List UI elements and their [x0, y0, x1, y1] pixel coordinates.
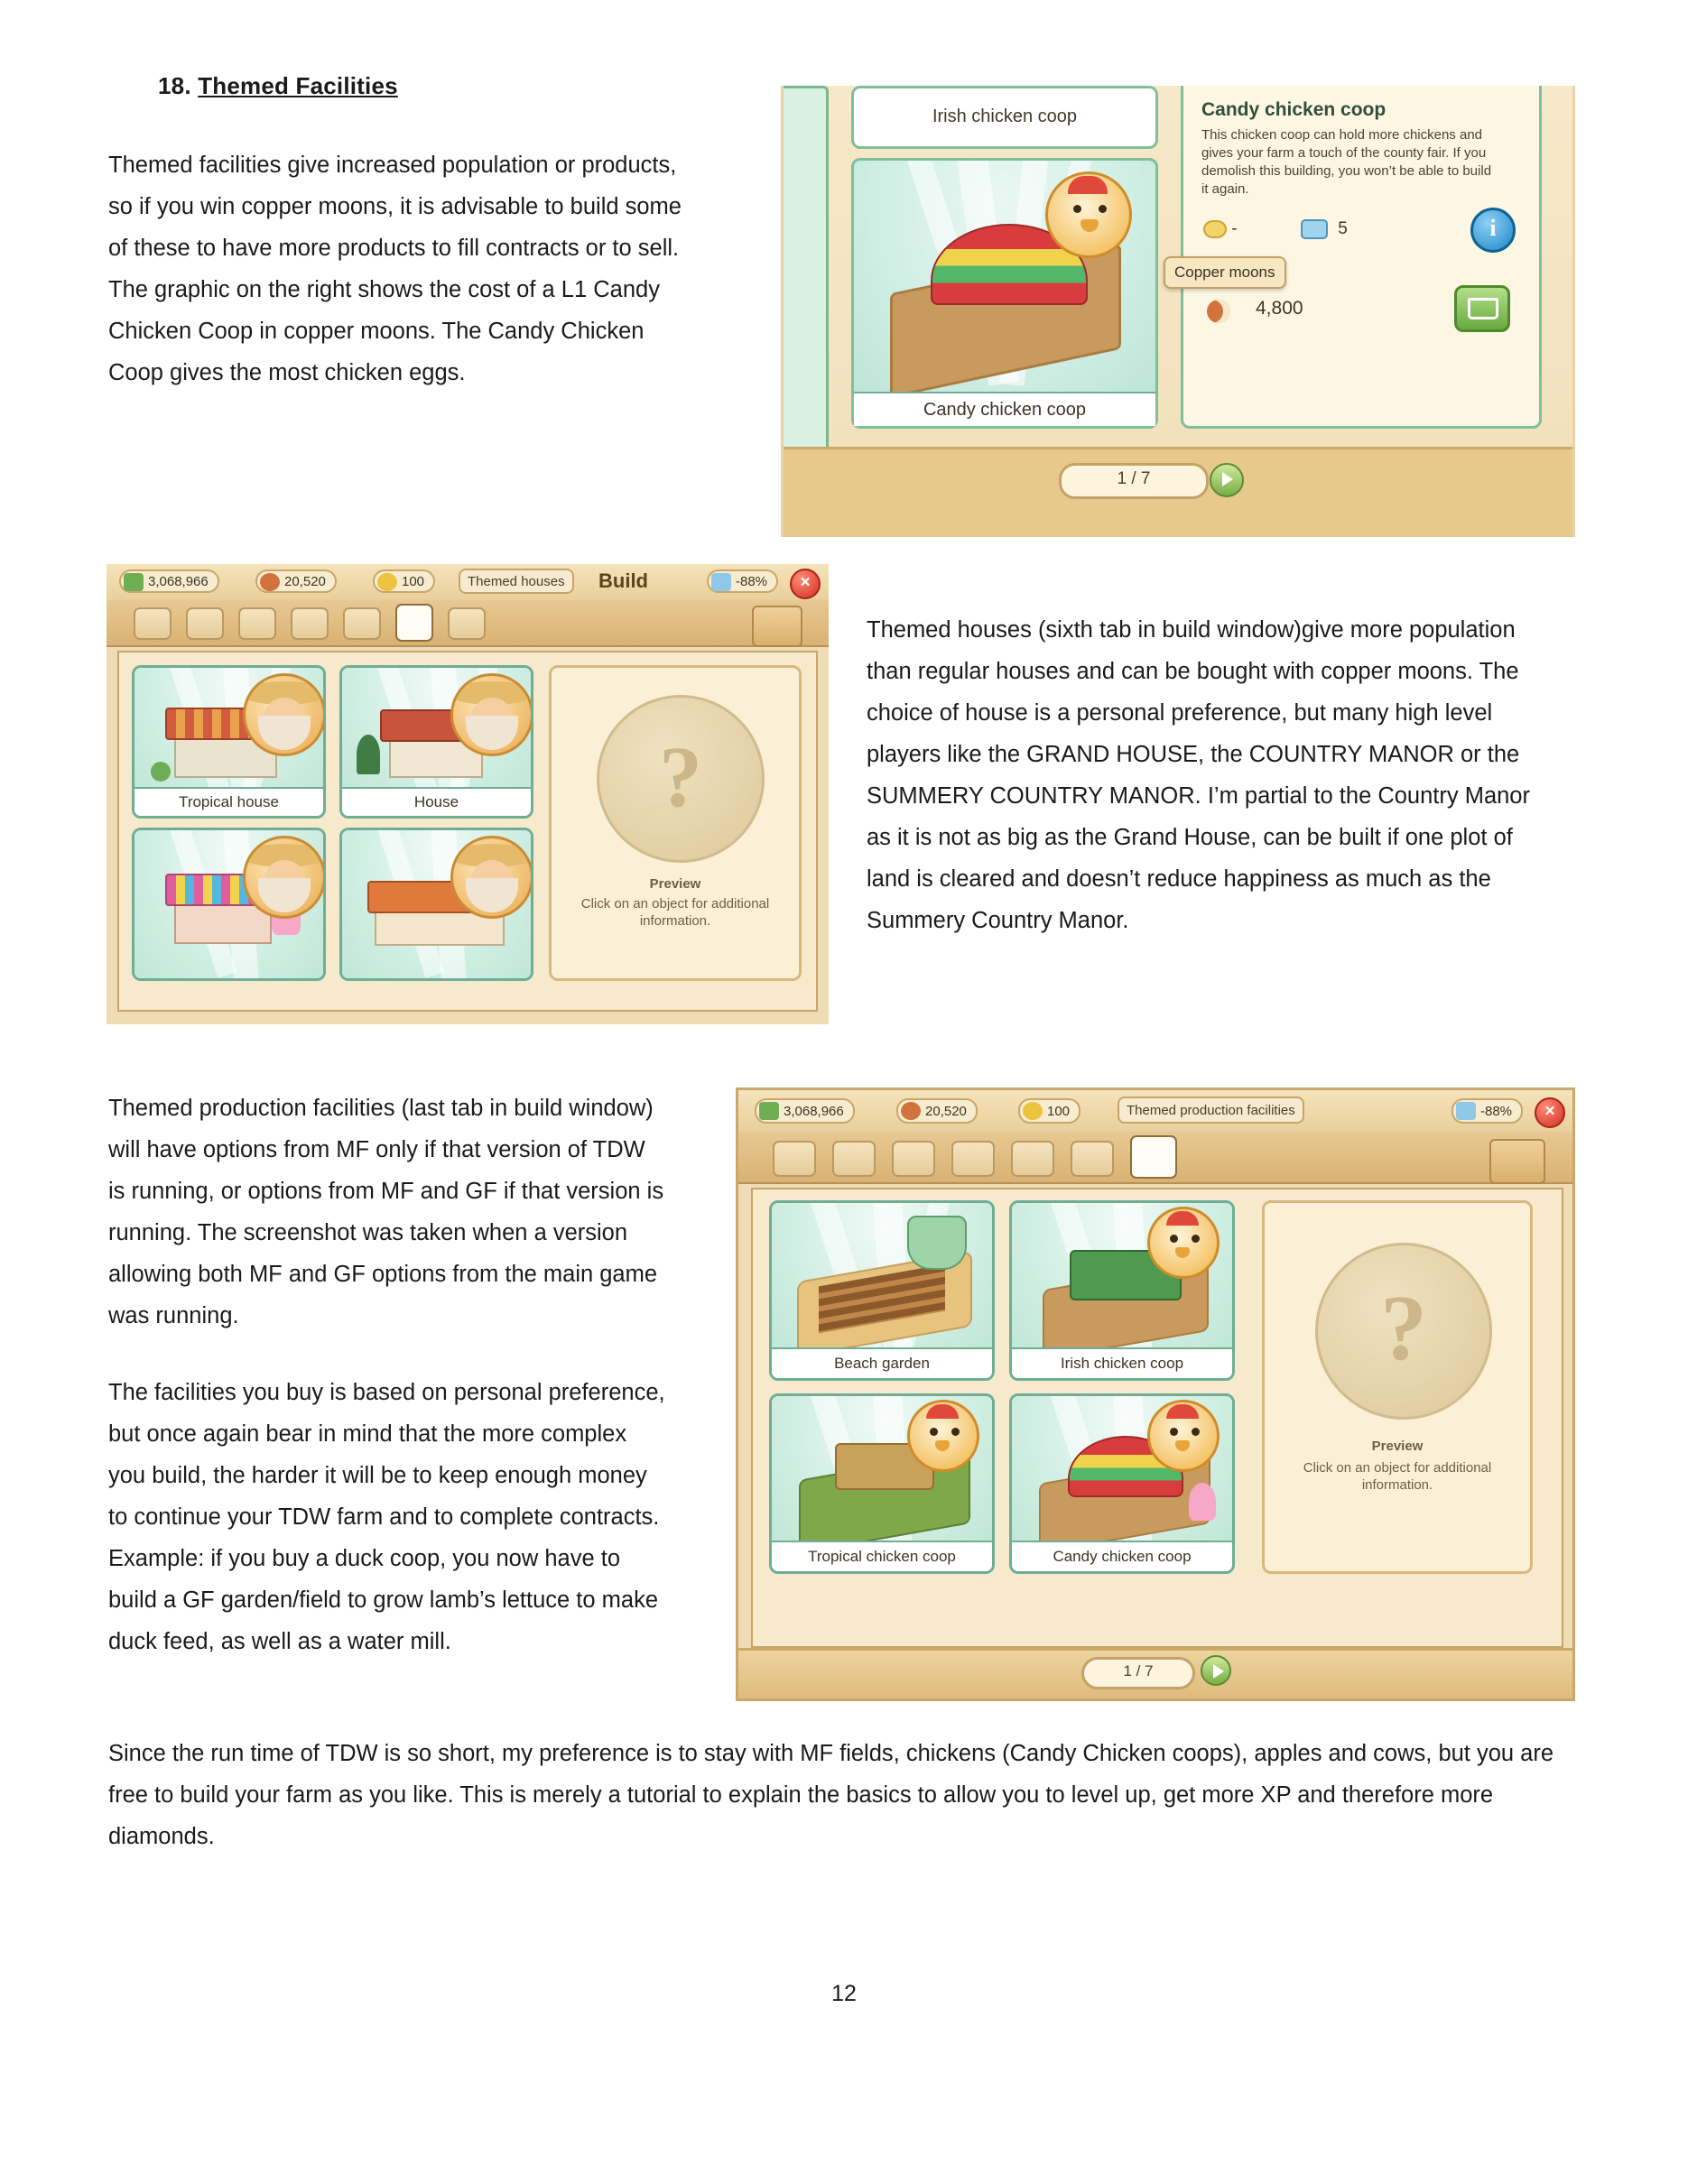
chicken-icon [907, 1400, 979, 1472]
copper-moon-icon [901, 1102, 921, 1120]
tab-storage[interactable] [343, 607, 381, 640]
item-thumbnail [772, 1203, 992, 1353]
cart-icon [1468, 298, 1498, 319]
chicken-beak [1175, 1440, 1190, 1451]
item-thumbnail [342, 668, 531, 792]
egg-icon [1203, 220, 1227, 238]
tab-themed-production[interactable] [1130, 1135, 1177, 1179]
chicken-eye [951, 1428, 960, 1436]
preview-title: Preview [649, 876, 701, 892]
resources-icon[interactable] [752, 606, 802, 647]
happiness-indicator [707, 569, 778, 593]
farmer-beard [466, 878, 518, 912]
item-card-house[interactable] [339, 665, 533, 819]
farmer-avatar [450, 836, 531, 919]
item-label: Tropical chicken coop [772, 1541, 992, 1571]
tab-buildings[interactable] [951, 1141, 995, 1177]
resource-value: 3,068,966 [148, 574, 209, 589]
tab-themed-production[interactable] [448, 607, 486, 640]
money-icon [759, 1102, 779, 1120]
screenshot-build-themed-houses [107, 564, 829, 1024]
farmer-avatar [243, 673, 323, 756]
item-card-fourth[interactable] [339, 828, 533, 981]
item-label: Tropical house [134, 787, 323, 816]
page-indicator: 1 / 7 [1059, 463, 1209, 499]
item-label: Beach garden [772, 1347, 992, 1378]
item-thumbnail [342, 830, 531, 981]
chicken-eye [930, 1428, 938, 1436]
chicken-comb [926, 1404, 959, 1419]
resource-value: 20,520 [925, 1104, 967, 1119]
active-tab-pill[interactable]: Themed houses [459, 569, 574, 594]
tab-storage[interactable] [1011, 1141, 1054, 1177]
page-heading [158, 72, 398, 100]
resource-value: 20,520 [284, 574, 326, 589]
resource-copper-moons [896, 1098, 978, 1124]
resource-money [119, 569, 219, 593]
egg-value: - [1231, 219, 1238, 238]
price-value: 4,800 [1256, 298, 1303, 319]
item-label: Irish chicken coop [932, 106, 1078, 126]
preview-hint: Click on an object for additional information. [1303, 1460, 1492, 1493]
info-button[interactable]: i [1470, 208, 1516, 253]
item-card-irish-chicken-coop[interactable] [1009, 1200, 1235, 1381]
item-card-candy-chicken-coop[interactable] [851, 158, 1158, 429]
egg-stat [1203, 219, 1238, 239]
preview-panel [549, 665, 802, 981]
screenshot-build-themed-production [736, 1087, 1575, 1701]
resource-value: 100 [402, 574, 425, 589]
page-number: 12 [831, 1981, 857, 2006]
happiness-value: -88% [736, 574, 768, 589]
item-thumbnail [851, 158, 1158, 394]
tab-buildings[interactable] [291, 607, 329, 640]
preview-title: Preview [1371, 1439, 1424, 1454]
chicken-beak [1175, 1247, 1190, 1258]
page-indicator: 1 / 7 [1081, 1657, 1195, 1689]
happiness-value: -88% [1480, 1104, 1513, 1119]
item-card-third[interactable] [132, 828, 326, 981]
item-card-candy-chicken-coop[interactable] [1009, 1393, 1235, 1574]
item-card-beach-garden[interactable] [769, 1200, 995, 1381]
chicken-eye [1192, 1428, 1200, 1436]
heading-number: 18. [158, 72, 191, 99]
chicken-beak [1081, 219, 1099, 232]
chicken-eye [1192, 1235, 1200, 1243]
farmer-avatar [450, 673, 531, 756]
item-thumbnail [134, 830, 323, 981]
preview-hint: Click on an object for additional information. [580, 896, 770, 929]
item-card-irish-chicken-coop[interactable] [851, 86, 1158, 149]
item-card-tropical-house[interactable] [132, 665, 326, 819]
farmer-beard [258, 716, 311, 750]
tab-themed-houses[interactable] [1071, 1141, 1114, 1177]
resources-icon[interactable] [1489, 1139, 1545, 1184]
blossom-tree [1189, 1483, 1216, 1521]
info-title: Candy chicken coop [1201, 99, 1387, 120]
happiness-icon [1456, 1102, 1476, 1120]
happiness-icon [711, 573, 731, 591]
window-title: Build [598, 569, 648, 592]
next-page-button[interactable] [1210, 463, 1244, 497]
item-card-tropical-chicken-coop[interactable] [769, 1393, 995, 1574]
money-icon [124, 573, 144, 591]
buy-button[interactable] [1454, 285, 1510, 332]
item-thumbnail [1012, 1396, 1232, 1546]
paragraph-closing: Since the run time of TDW is so short, my preference is to stay with MF fields, chickens (Candy Chicken coops), apples and cows, but you are free to build your farm as you like. This is merely a tutorial to explain the basics to allow you to level up, get more XP and therefore more diamonds. [108, 1741, 1554, 1849]
resource-copper-moons [255, 569, 337, 593]
farmer-avatar [243, 836, 323, 919]
tree [357, 735, 380, 774]
chicken-icon [1147, 1400, 1220, 1472]
info-description: This chicken coop can hold more chickens and gives your farm a touch of the county fair. If you demolish this building, you won’t be able to build it again. [1201, 127, 1492, 197]
item-label: Irish chicken coop [1012, 1347, 1232, 1378]
preview-placeholder: ? [597, 695, 765, 863]
farmer-beard [258, 878, 311, 912]
tab-decorations[interactable] [186, 607, 224, 640]
heading-title: Themed Facilities [198, 72, 398, 99]
farmer-beard [466, 716, 518, 750]
resource-value: 100 [1047, 1104, 1071, 1119]
chicken-comb [1166, 1211, 1199, 1226]
happiness-indicator [1451, 1098, 1523, 1124]
partial-card-strip [781, 86, 829, 474]
chicken-comb [1166, 1404, 1199, 1419]
tab-production[interactable] [892, 1141, 935, 1177]
copper-moons-tooltip: Copper moons [1164, 256, 1286, 289]
close-button[interactable]: × [1535, 1097, 1565, 1128]
resource-coins [373, 569, 435, 593]
paragraph-production-1: Themed production facilities (last tab in build window) will have options from MF only if that version of TDW is running, or options from MF and GF if that version is running. The screenshot was taken when a version allowing both MF and GF options from the main game was running. [108, 1096, 664, 1328]
resource-coins [1018, 1098, 1081, 1124]
chicken-icon [1045, 171, 1132, 258]
item-thumbnail [772, 1396, 992, 1546]
coin-icon [1023, 1102, 1043, 1120]
chicken-beak [935, 1440, 950, 1451]
screenshot-candy-chicken-coop [781, 86, 1575, 537]
item-thumbnail [134, 668, 323, 792]
coin-icon [377, 573, 397, 591]
tab-decorations[interactable] [832, 1141, 876, 1177]
tab-production[interactable] [238, 607, 276, 640]
item-label: House [342, 787, 531, 816]
paragraph-production-2: The facilities you buy is based on personal preference, but once again bear in mind that the more complex you build, the harder it will be to keep enough money to continue your TDW farm and to complete contracts. Example: if you buy a duck coop, you now have to build a GF garden/field to grow lamb’s lettuce to make duck feed, as well as a water mill. [108, 1380, 665, 1654]
chicken-eye [1170, 1428, 1178, 1436]
copper-moon-icon [260, 573, 280, 591]
resource-value: 3,068,966 [784, 1104, 844, 1119]
tab-fields[interactable] [773, 1141, 816, 1177]
paragraph-themed-houses: Themed houses (sixth tab in build window)give more population than regular houses and can be bought with copper moons. The choice of house is a personal preference, but many high level players like the GRAND HOUSE, the COUNTRY MANOR or the SUMMERY COUNTRY MANOR. I’m partial to the Country Manor as it is not as big as the Grand House, can be built if one plot of land is cleared and doesn’t reduce happiness as much as the Summery Country Manor. [867, 617, 1530, 933]
copper-moon-icon [1207, 300, 1230, 323]
capacity-value: 5 [1338, 219, 1348, 239]
next-page-button[interactable] [1201, 1655, 1231, 1686]
chicken-eye [1099, 205, 1107, 213]
resource-money [755, 1098, 855, 1124]
chicken-comb [1068, 176, 1108, 194]
chicken-icon [1147, 1207, 1220, 1279]
capacity-icon [1301, 219, 1328, 239]
item-thumbnail [1012, 1203, 1232, 1353]
plant [151, 762, 171, 782]
chicken-eye [1170, 1235, 1178, 1243]
preview-placeholder: ? [1315, 1243, 1492, 1420]
paragraph-intro: Themed facilities give increased population or products, so if you win copper moons, it is advisable to build some of these to have more products to fill contracts or to sell. The graphic on the right shows the cost of a L1 Candy Chicken Coop in copper moons. The Candy Chicken Coop gives the most chicken eggs. [108, 153, 682, 385]
basket-icon [907, 1216, 967, 1270]
capacity-stat [1301, 219, 1348, 239]
tab-fields[interactable] [134, 607, 172, 640]
item-label: Candy chicken coop [1012, 1541, 1232, 1571]
item-label: Candy chicken coop [854, 392, 1155, 426]
preview-panel [1262, 1200, 1533, 1574]
chicken-eye [1073, 205, 1081, 213]
tab-themed-houses[interactable] [395, 604, 433, 642]
close-button[interactable]: × [790, 569, 821, 599]
active-tab-pill[interactable]: Themed production facilities [1118, 1097, 1304, 1124]
info-panel [1174, 86, 1542, 429]
